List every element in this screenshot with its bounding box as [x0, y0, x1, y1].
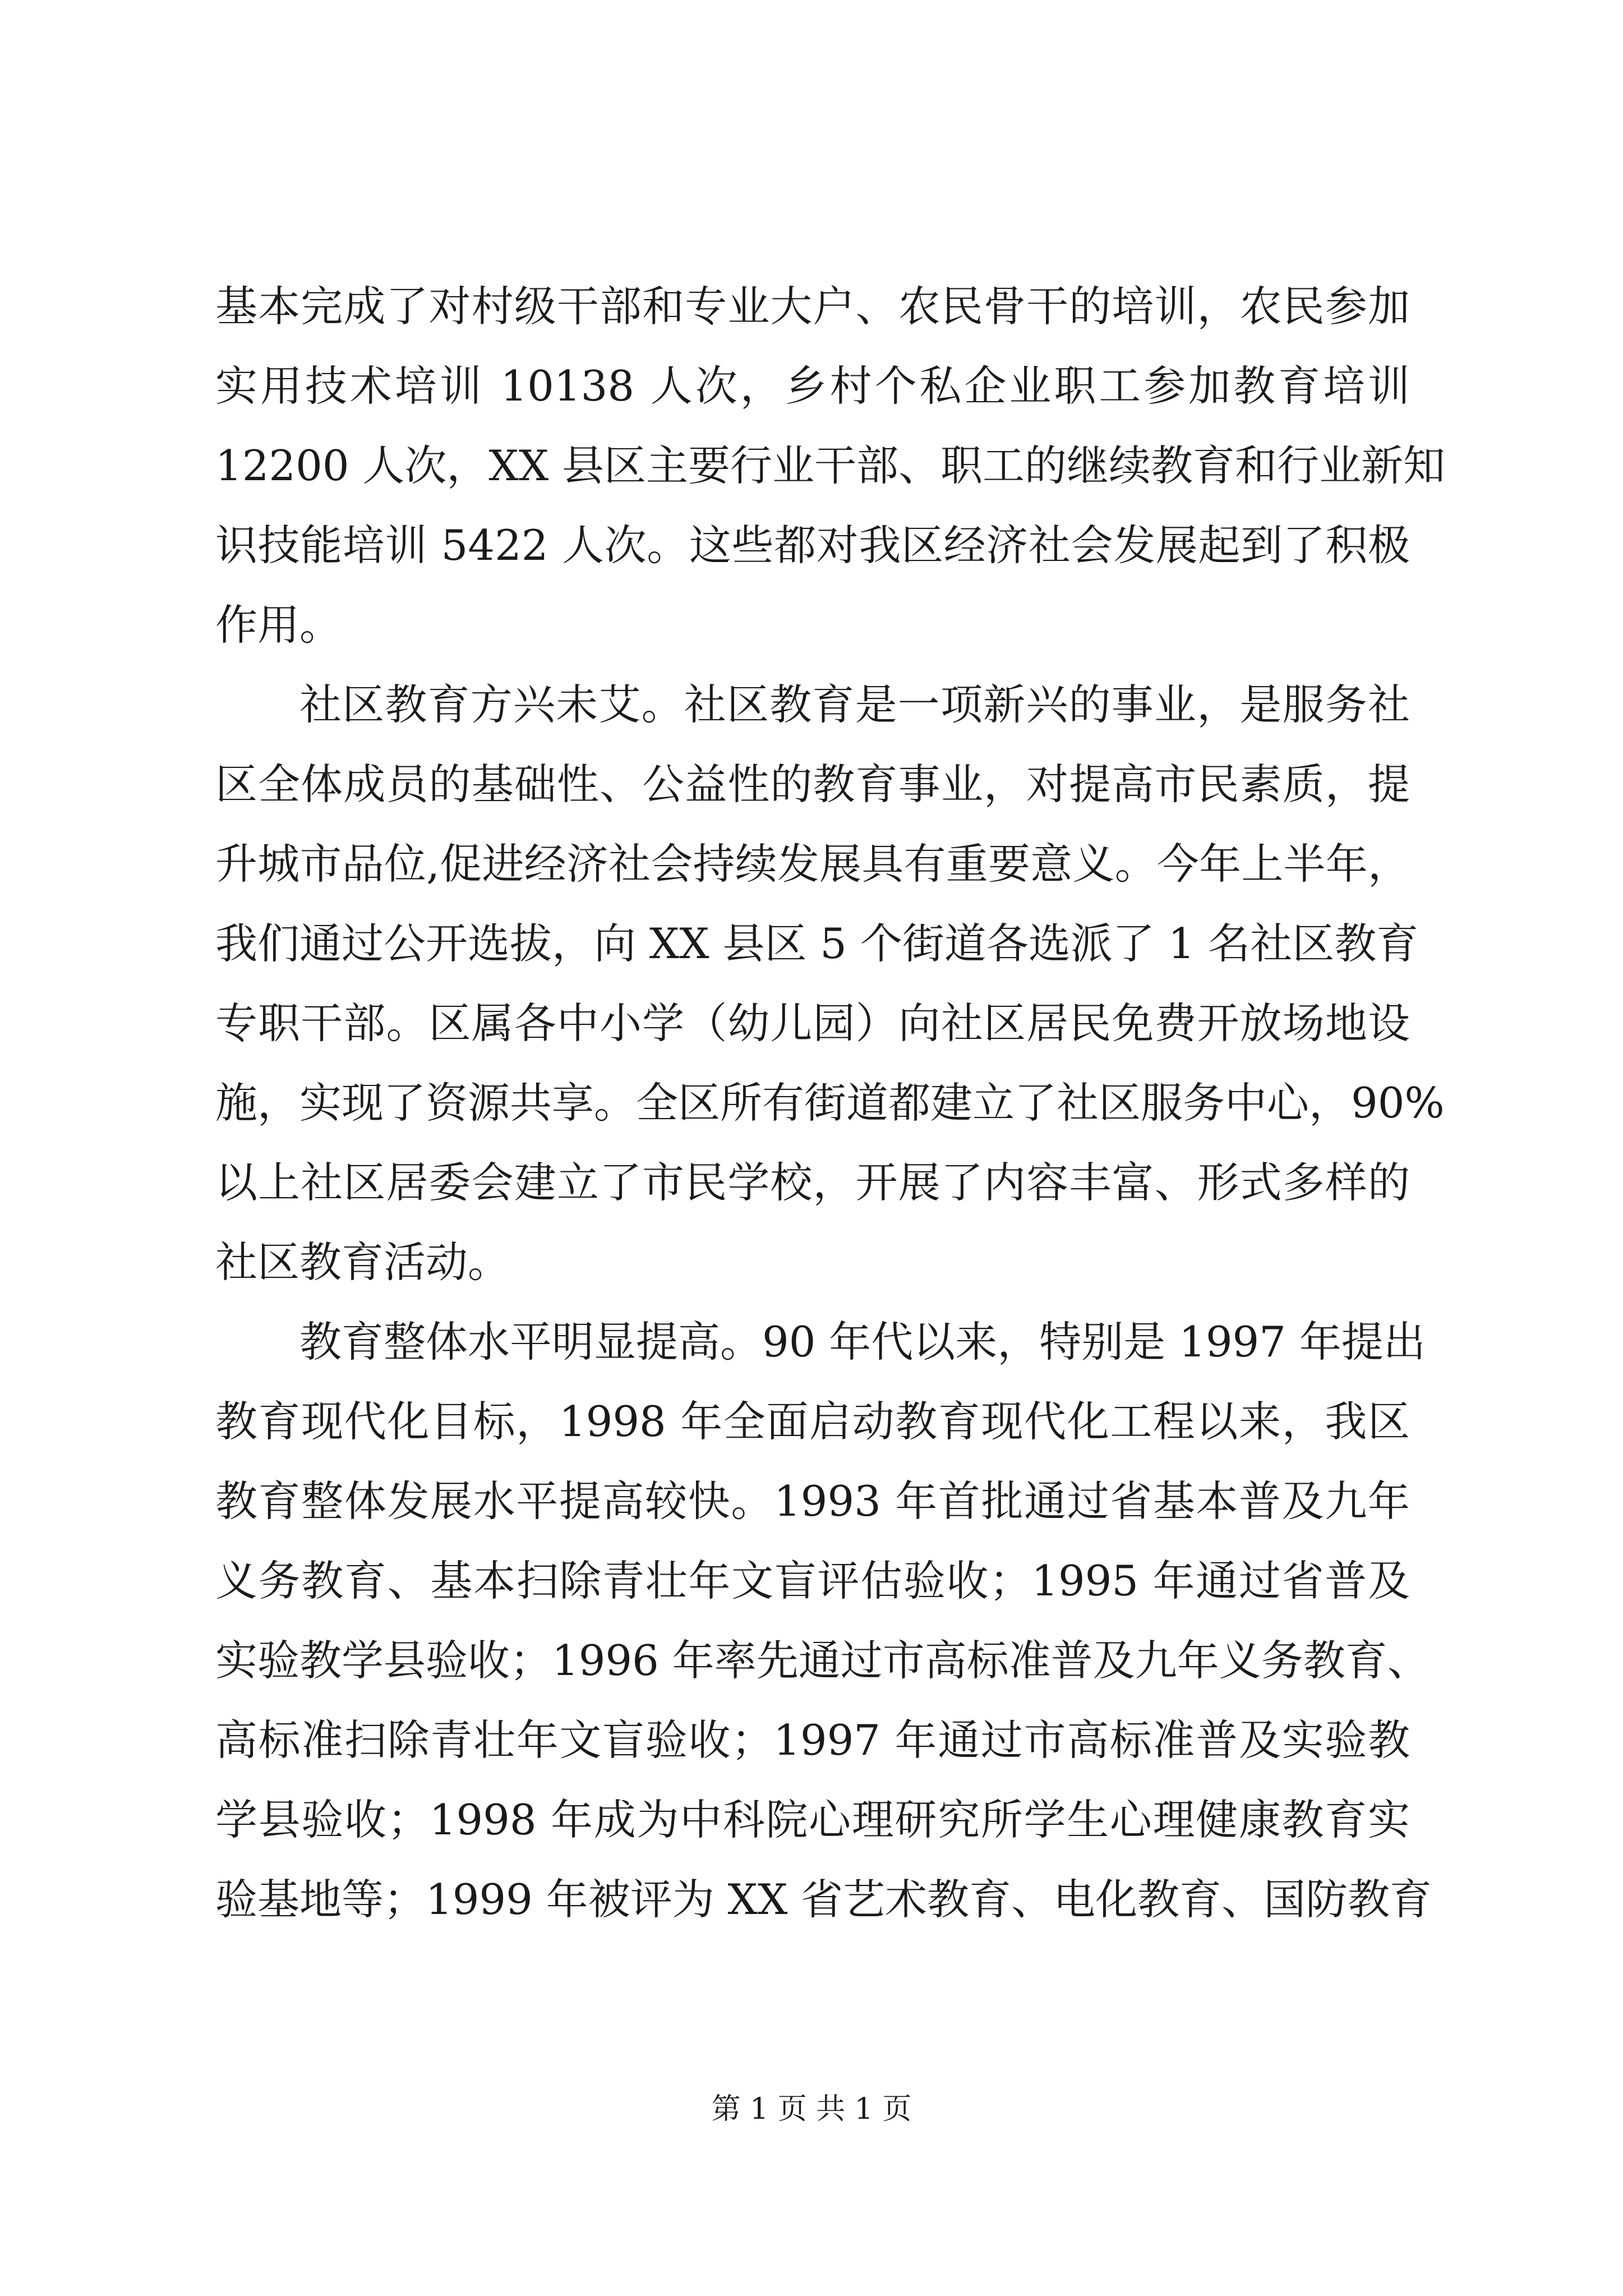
paragraph-3-line-5: 实验教学县验收；1996 年率先通过市高标准普及九年义务教育、	[215, 1636, 1430, 1685]
page-footer: 第 1 页 共 1 页	[711, 2092, 912, 2126]
paragraph-2-line-2: 区全体成员的基础性、公益性的教育事业，对提高市民素质，提	[215, 760, 1410, 809]
paragraph-2-line-4: 我们通过公开选拔，向 XX 县区 5 个街道各选派了 1 名社区教育	[215, 919, 1419, 968]
paragraph-2-line-3: 升城市品位,促进经济社会持续发展具有重要意义。今年上半年，	[215, 839, 1410, 889]
paragraph-3-line-6: 高标准扫除青壮年文盲验收；1997 年通过市高标准普及实验教	[215, 1715, 1410, 1765]
paragraph-1-line-4: 识技能培训 5422 人次。这些都对我区经济社会发展起到了积极	[215, 521, 1410, 570]
paragraph-2-line-1: 社区教育方兴未艾。社区教育是一项新兴的事业，是服务社	[299, 680, 1410, 729]
paragraph-3-line-4: 义务教育、基本扫除青壮年文盲评估验收；1995 年通过省普及	[215, 1556, 1410, 1605]
paragraph-3-line-1: 教育整体水平明显提高。90 年代以来，特别是 1997 年提出	[299, 1317, 1426, 1366]
paragraph-2-line-5: 专职干部。区属各中小学（幼儿园）向社区居民免费开放场地设	[215, 999, 1410, 1048]
paragraph-3-line-2: 教育现代化目标，1998 年全面启动教育现代化工程以来，我区	[215, 1397, 1410, 1446]
paragraph-1-line-5: 作用。	[215, 600, 342, 650]
paragraph-1-line-1: 基本完成了对村级干部和专业大户、农民骨干的培训，农民参加	[215, 282, 1410, 331]
paragraph-2-line-6: 施，实现了资源共享。全区所有街道都建立了社区服务中心，90%	[215, 1078, 1445, 1128]
paragraph-3-line-7: 学县验收；1998 年成为中科院心理研究所学生心理健康教育实	[215, 1795, 1410, 1844]
paragraph-2-line-7: 以上社区居委会建立了市民学校，开展了内容丰富、形式多样的	[215, 1158, 1410, 1207]
paragraph-2-line-8: 社区教育活动。	[215, 1237, 510, 1287]
paragraph-3-line-3: 教育整体发展水平提高较快。1993 年首批通过省基本普及九年	[215, 1476, 1410, 1526]
paragraph-1-line-2: 实用技术培训 10138 人次，乡村个私企业职工参加教育培训	[215, 361, 1410, 411]
document-body	[215, 266, 1446, 1939]
paragraph-3-line-8: 验基地等；1999 年被评为 XX 省艺术教育、电化教育、国防教育	[215, 1875, 1432, 1924]
paragraph-1-line-3: 12200 人次，XX 县区主要行业干部、职工的继续教育和行业新知	[215, 441, 1446, 490]
